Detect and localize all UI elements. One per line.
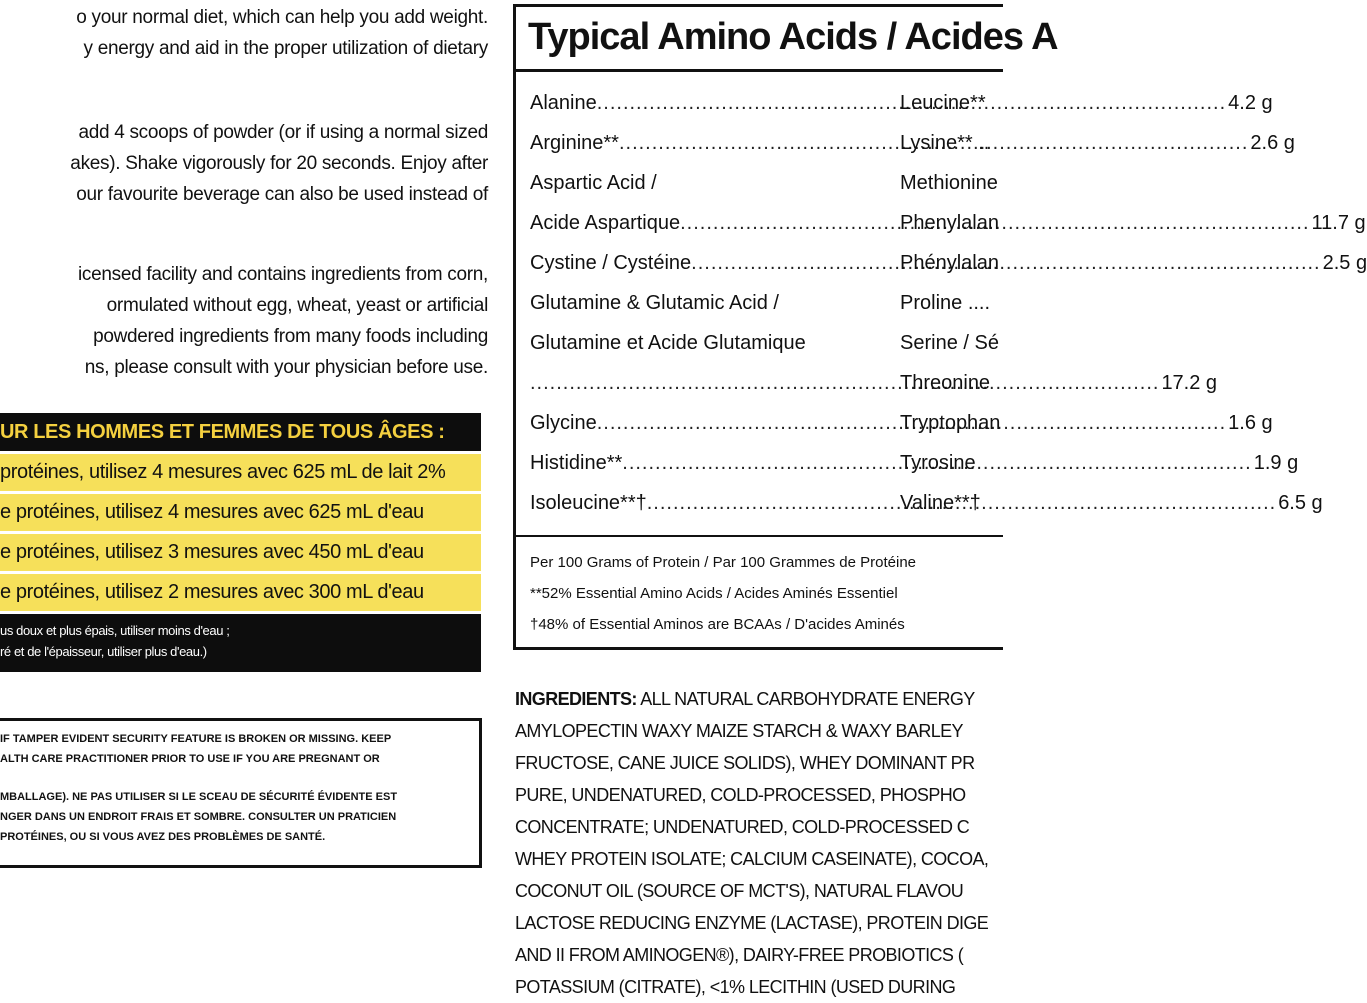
amino-name: Tyrosine [900,452,976,474]
warning-line: IF TAMPER EVIDENT SECURITY FEATURE IS BROKEN OR MISSING. KEEP [0,733,392,745]
ingredients-text: ALL NATURAL CARBOHYDRATE ENERGY [636,689,975,709]
amino-value: 2.6 g [1250,132,1295,154]
amino-name: Isoleucine**† [530,492,647,514]
footer-line: us doux et plus épais, utiliser moins d'eau ; [0,623,230,638]
amino-value: 4.2 g [1228,92,1273,114]
ingredients-line: FRUCTOSE, CANE JUICE SOLIDS), WHEY DOMINANT PR [515,753,975,773]
mixing-chart-header: UR LES HOMMES ET FEMMES DE TOUS ÂGES : [0,413,481,451]
amino-name: Glycine [530,412,597,434]
directions-paragraph [0,117,488,210]
ingredients-line: AND II FROM AMINOGEN®), DAIRY-FREE PROBIOTICS ( [515,945,964,965]
text-line: our favourite beverage can also be used instead of [76,184,488,205]
table-divider [516,535,1003,537]
text-line: powdered ingredients from many foods including [93,326,488,347]
warning-line: MBALLAGE). NE PAS UTILISER SI LE SCEAU DE SÉCURITÉ ÉVIDENTE EST [0,791,398,803]
amino-name: Tryptophan [900,412,1001,434]
ingredients-line: WHEY PROTEIN ISOLATE; CALCIUM CASEINATE), COCOA, [515,849,989,869]
amino-name: Alanine [530,92,597,114]
intro-paragraph [0,2,488,64]
amino-acid-table [513,4,1367,650]
ingredients-line: POTASSIUM (CITRATE), <1% LECITHIN (USED DURING [515,977,956,997]
amino-row [530,283,898,323]
amino-row [530,163,898,203]
amino-note: †48% of Essential Aminos are BCAAs / D'acides Aminés [530,616,905,633]
amino-value: 11.7 g [1311,212,1366,234]
amino-name: Proline .... [900,292,991,314]
ingredients-label: INGREDIENTS: [515,689,637,709]
amino-value: 2.5 g [1322,252,1367,274]
warning-line: ALTH CARE PRACTITIONER PRIOR TO USE IF YOU ARE PREGNANT OR [0,753,380,765]
amino-value: 6.5 g [1278,492,1323,514]
text-line: ormulated without egg, wheat, yeast or artificial [106,295,488,316]
ingredients-line: AMYLOPECTIN WAXY MAIZE STARCH & WAXY BARLEY [515,721,963,741]
amino-name: Threonine [900,372,991,394]
amino-name: Serine / Sé [900,332,999,354]
amino-name: Glutamine et Acide Glutamique [530,332,806,354]
mixing-chart-footer [0,614,481,672]
amino-name: Leucine** [900,92,986,114]
amino-value: 1.9 g [1253,452,1299,474]
leader-dots [530,363,1159,403]
amino-name: Methionine [900,172,998,194]
amino-name: Valine**† [900,492,981,514]
text-line: o your normal diet, which can help you add weight. [76,7,488,28]
text-line: icensed facility and contains ingredients from corn, [77,264,488,285]
amino-value: 17.2 g [1161,372,1218,394]
text-line: add 4 scoops of powder (or if using a normal sized [78,122,488,143]
amino-row [530,323,898,363]
amino-notes [530,547,916,640]
warning-box [0,718,482,868]
mixing-row: e protéines, utilisez 4 mesures avec 625 mL d'eau [0,494,481,531]
ingredients-line: LACTOSE REDUCING ENZYME (LACTASE), PROTEIN DIGE [515,913,989,933]
amino-name: Lysine** .. [900,132,990,154]
text-line: ns, please consult with your physician before use. [84,357,488,378]
warning-line: NGER DANS UN ENDROIT FRAIS ET SOMBRE. CONSULTER UN PRATICIEN [0,811,397,823]
text-line: akes). Shake vigorously for 20 seconds. Enjoy after [70,153,488,174]
amino-name: Histidine** [530,452,623,474]
mixing-row: e protéines, utilisez 2 mesures avec 300 mL d'eau [0,574,481,611]
text-line: y energy and aid in the proper utilization of dietary [83,38,488,59]
amino-note: Per 100 Grams of Protein / Par 100 Grammes de Protéine [530,554,917,571]
amino-name: Arginine** [530,132,619,154]
ingredients-line: CONCENTRATE; UNDENATURED, COLD-PROCESSED C [515,817,970,837]
allergen-paragraph [0,259,488,383]
ingredients-line: PURE, UNDENATURED, COLD-PROCESSED, PHOSPHO [515,785,966,805]
amino-value: 1.6 g [1228,412,1273,434]
mixing-chart-fr [0,413,481,675]
amino-note: **52% Essential Amino Acids / Acides Aminés Essentiel [530,585,898,602]
amino-column-2 [900,83,1010,523]
amino-name: Phenylalan [900,212,999,234]
ingredients-line: COCONUT OIL (SOURCE OF MCT'S), NATURAL FLAVOU [515,881,964,901]
warning-line: PROTÉINES, OU SI VOUS AVEZ DES PROBLÈMES DE SANTÉ. [0,831,326,843]
amino-name: Cystine / Cystéine [530,252,692,274]
ingredients-line [515,683,999,715]
amino-table-title: Typical Amino Acids / Acides A [516,7,1003,72]
ingredients-list [515,683,999,1003]
amino-name: Phénylalan [900,252,999,274]
footer-line: ré et de l'épaisseur, utiliser plus d'eau.) [0,644,207,659]
mixing-row: e protéines, utilisez 3 mesures avec 450 mL d'eau [0,534,481,571]
amino-name: Glutamine & Glutamic Acid / [530,292,779,314]
amino-name: Acide Aspartique [530,212,681,234]
amino-name: Aspartic Acid / [530,172,657,194]
mixing-row: protéines, utilisez 4 mesures avec 625 mL de lait 2% [0,454,481,491]
